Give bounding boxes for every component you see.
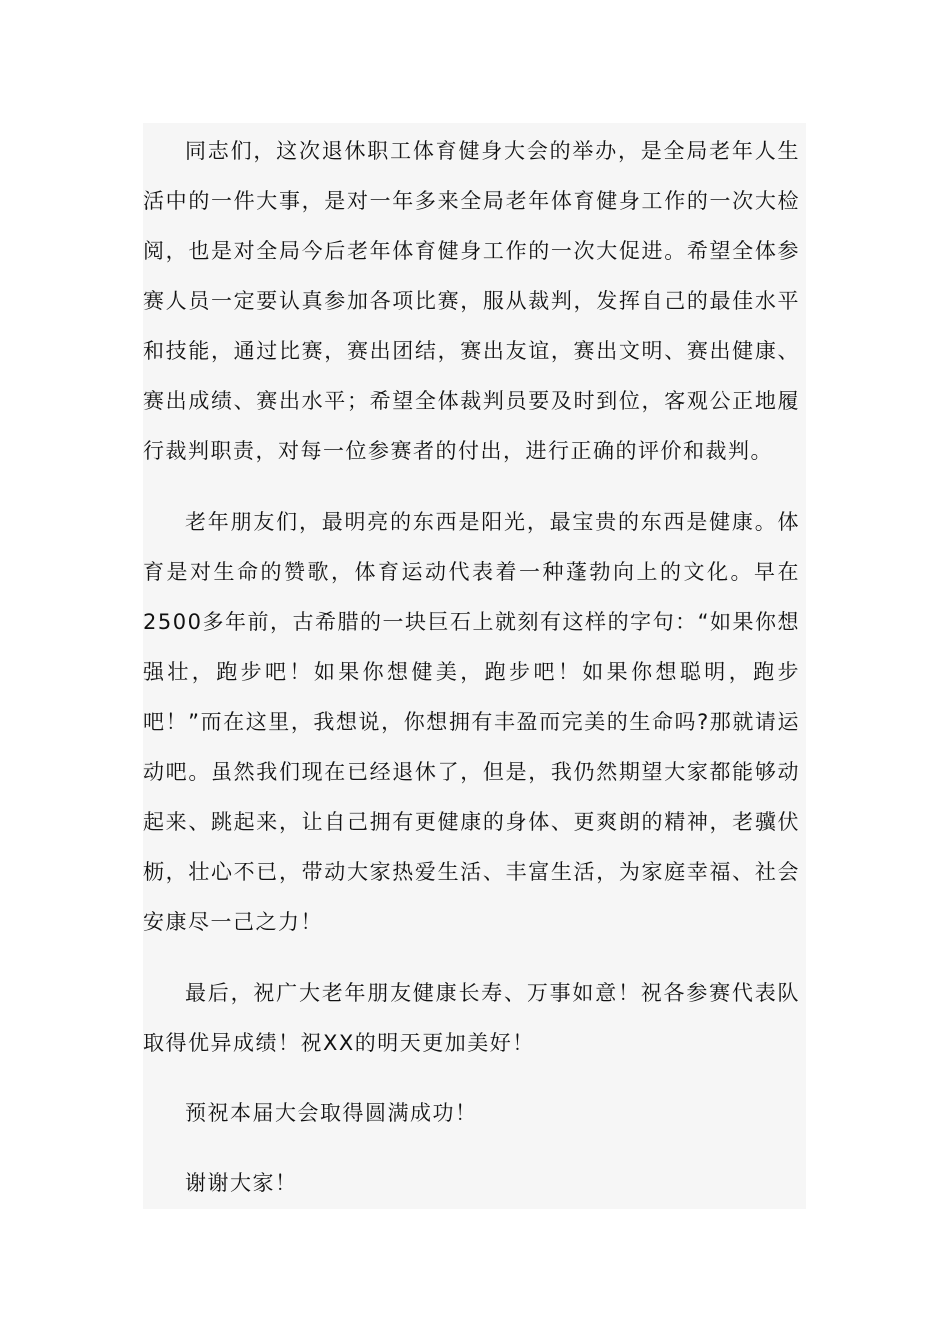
paragraph-2: 老年朋友们，最明亮的东西是阳光，最宝贵的东西是健康。体育是对生命的赞歌，体育运动代表着一种蓬勃向上的文化。早在2500多年前，古希腊的一块巨石上就刻有这样的字句：“如果你想强壮，跑步吧！如果你想健美，跑步吧！如果你想聪明，跑步吧！”而在这里，我想说，你想拥有丰盈而完美的生命吗?那就请运动吧。虽然我们现在已经退休了，但是，我仍然期望大家都能够动起来、跳起来，让自己拥有更健康的身体、更爽朗的精神，老骥伏枥，壮心不已，带动大家热爱生活、丰富生活，为家庭幸福、社会安康尽一己之力！ bbox=[143, 510, 800, 934]
paragraph-5: 谢谢大家！ bbox=[185, 1171, 298, 1195]
paragraph-4: 预祝本届大会取得圆满成功！ bbox=[185, 1101, 478, 1125]
paragraph-1: 同志们，这次退休职工体育健身大会的举办，是全局老年人生活中的一件大事，是对一年多来全局老年体育健身工作的一次大检阅，也是对全局今后老年体育健身工作的一次大促进。希望全体参赛人员一定要认真参加各项比赛，服从裁判，发挥自己的最佳水平和技能，通过比赛，赛出团结，赛出友谊，赛出文明、赛出健康、赛出成绩、赛出水平；希望全体裁判员要及时到位，客观公正地履行裁判职责，对每一位参赛者的付出，进行正确的评价和裁判。 bbox=[143, 139, 800, 463]
paragraph-3: 最后，祝广大老年朋友健康长寿、万事如意！祝各参赛代表队取得优异成绩！祝XX的明天更加美好！ bbox=[143, 981, 800, 1055]
